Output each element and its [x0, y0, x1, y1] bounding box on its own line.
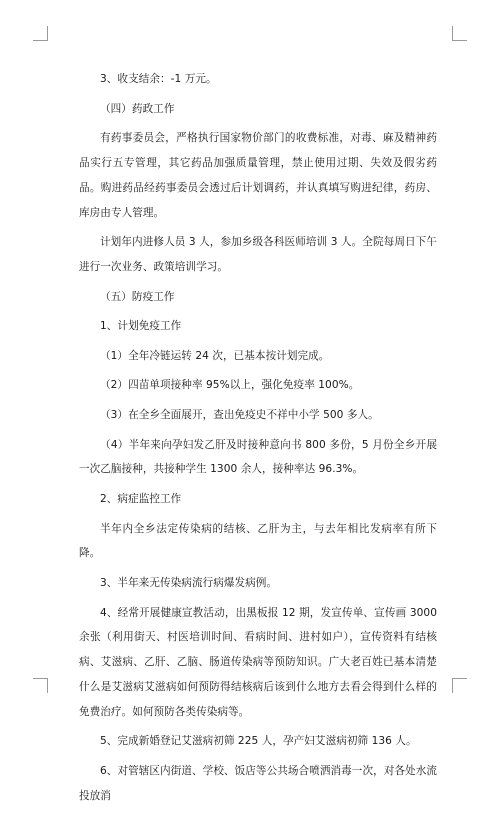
paragraph-health-education: 4、经常开展健康宣教活动，出黑板报 12 期，发宣传单、宣传画 3000 余张（利用街天、村医培训时间、看病时间、进村如户），宣传资料有结核病、艾滋病、乙肝、乙脑、肠道传染病等预防知识。广大老百姓已基本清楚什么是艾滋病艾滋病如何预防得结核病后该到什么地方去看会得到什么样的免费治疗。如何预防各类传染病等。: [79, 606, 437, 718]
crop-mark-top-right: [452, 26, 467, 41]
crop-mark-bottom-left: [33, 678, 48, 693]
subheading-disease-monitoring: 2、病症监控工作: [100, 492, 182, 505]
list-item-hepatitis-encephalitis: （4）半年来向孕妇发乙肝及时接种意向书 800 多份，5 月份全乡开展一次乙脑接种，共接种学生 1300 余人，接种率达 96.3%。: [79, 438, 437, 476]
crop-mark-top-left: [33, 26, 48, 41]
paragraph-disinfection: 6、对管辖区内街道、学校、饭店等公共场合喷洒消毒一次，对各处水流投放消: [79, 764, 437, 802]
paragraph-income-balance: 3、收支结余：-1 万元。: [100, 73, 217, 85]
paragraph-infectious-disease-trend: 半年内全乡法定传染病的结核、乙肝为主，与去年相比发病率有所下降。: [79, 522, 437, 560]
paragraph-no-outbreaks: 3、半年来无传染病流行病爆发病例。: [100, 576, 278, 589]
crop-mark-bottom-right: [452, 678, 467, 693]
paragraph-pharmacy-committee: 有药事委员会，严格执行国家物价部门的收费标准，对毒、麻及精神药品实行五专管理，其它药品加强质量管理，禁止使用过期、失效及假劣药品。购进药品经药事委员会透过后计划调药，并认真填写购进纪律，药房、库房由专人管理。: [79, 132, 437, 219]
list-item-school-check: （3）在全乡全面展开，查出免疫史不祥中小学 500 多人。: [100, 408, 379, 421]
section-heading-pharmacy: （四）药政工作: [100, 102, 175, 115]
list-item-vaccination-rate: （2）四苗单项接种率 95%以上，强化免疫率 100%。: [100, 379, 360, 392]
subheading-immunization: 1、计划免疫工作: [100, 320, 182, 333]
list-item-cold-chain: （1）全年冷链运转 24 次，已基本按计划完成。: [100, 349, 330, 362]
paragraph-aids-screening: 5、完成新婚登记艾滋病初筛 225 人，孕产妇艾滋病初筛 136 人。: [100, 735, 417, 748]
paragraph-training-plan: 计划年内进修人员 3 人，参加乡级各科医师培训 3 人。全院每周日下午进行一次业务、政策培训学习。: [79, 236, 437, 273]
document-body: [79, 67, 437, 813]
section-heading-epidemic-prevention: （五）防疫工作: [100, 290, 175, 303]
